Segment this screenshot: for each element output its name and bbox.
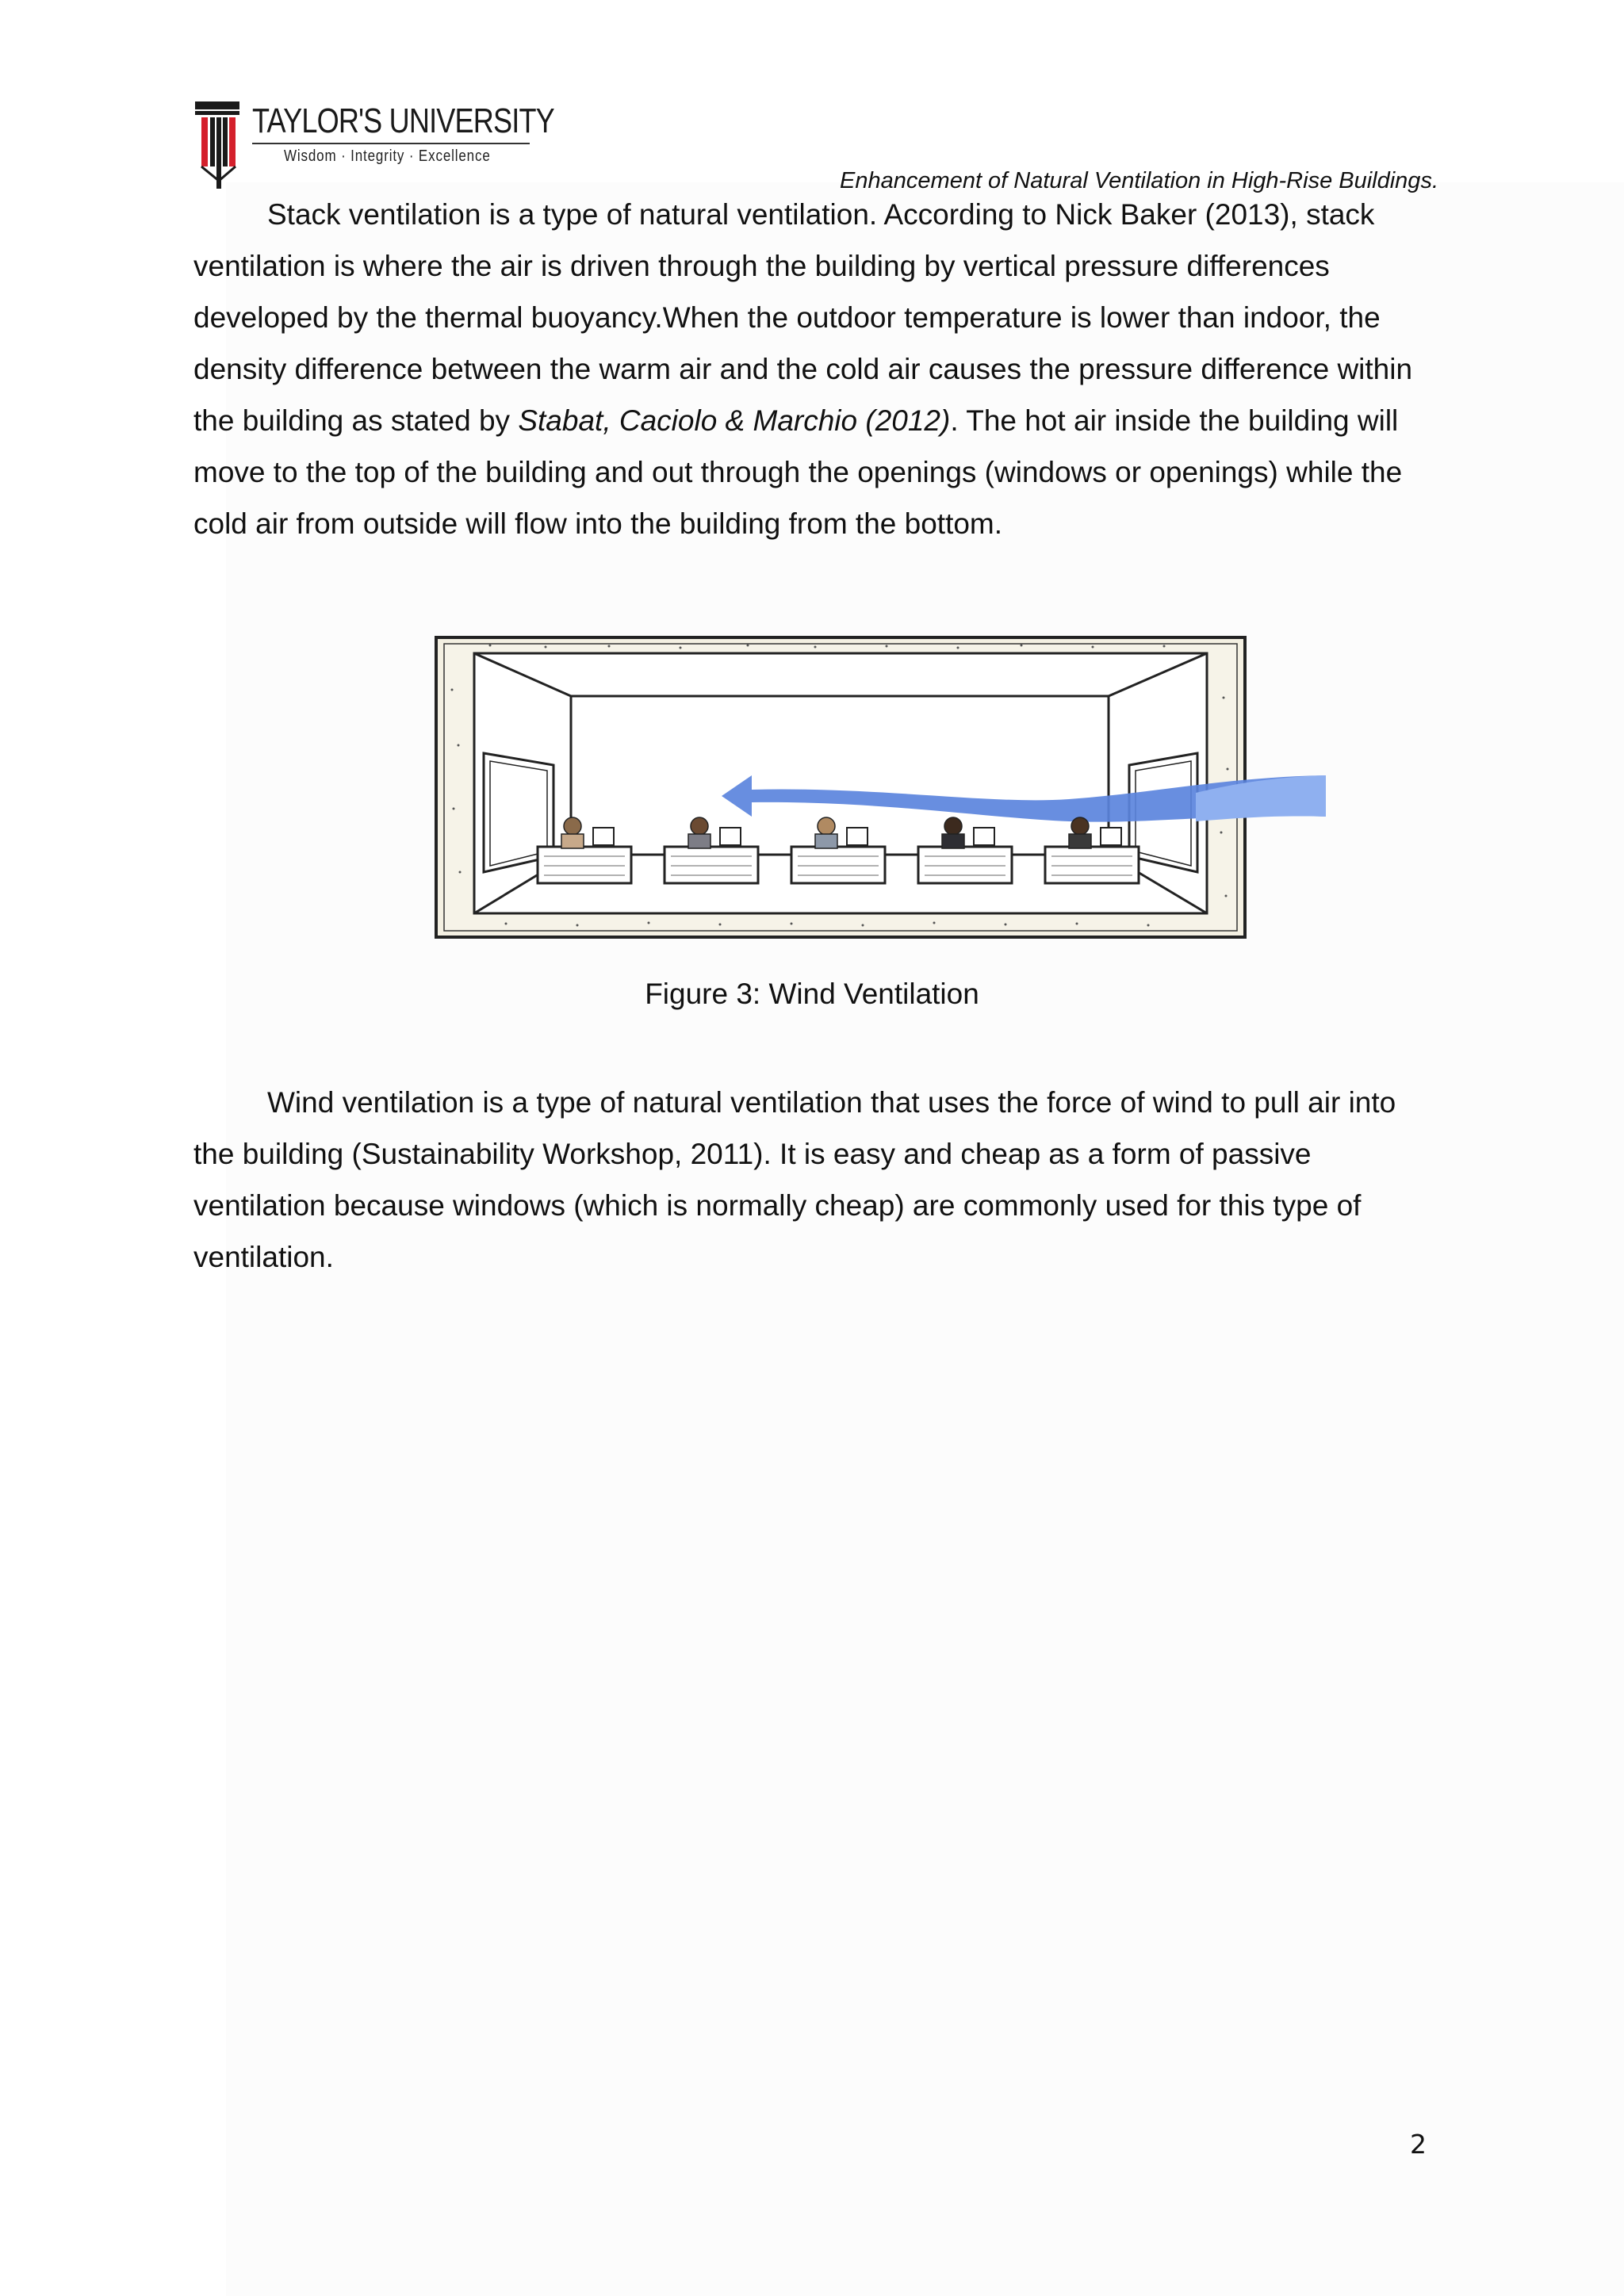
wind-ventilation-figure [435, 634, 1331, 943]
page-number: 2 [1410, 2129, 1427, 2160]
citation: Stabat, Caciolo & Marchio (2012) [518, 404, 951, 437]
paragraph-2-text: Wind ventilation is a type of natural ventilation that uses the force of wind to pull air into the building (Sustainability Workshop, 2011). It is easy and cheap as a form of passive ventilation because windows (which is normally cheap) are commonly used for this type of ventilation. [193, 1086, 1396, 1273]
paragraph-stack-ventilation [193, 189, 1431, 549]
university-logo [195, 101, 554, 189]
figure-caption: Figure 3: Wind Ventilation [645, 978, 979, 1010]
running-title: Enhancement of Natural Ventilation in High-Rise Buildings. [840, 168, 1438, 193]
paragraph-1-text-b: . The hot air inside the building will move to the top of the building and out through the openings (windows or openings) while the cold air from outside will flow into the building from the bottom. [193, 404, 1403, 540]
logo-tagline: Wisdom · Integrity · Excellence [284, 147, 491, 165]
logo-divider [252, 143, 530, 144]
university-crest-icon [195, 101, 239, 189]
wind-ventilation-illustration [435, 634, 1331, 943]
paragraph-1-text-a: Stack ventilation is a type of natural ventilation. According to Nick Baker (2013), stack ventilation is where the air is driven through the building by vertical pressure differences developed by the thermal buoyancy.When the outdoor temperature is lower than indoor, the density difference between the warm air and the cold air causes the pressure difference within the building as stated by [193, 198, 1413, 437]
logo-name: TAYLOR'S UNIVERSITY [252, 101, 554, 140]
paragraph-wind-ventilation [193, 1077, 1431, 1283]
